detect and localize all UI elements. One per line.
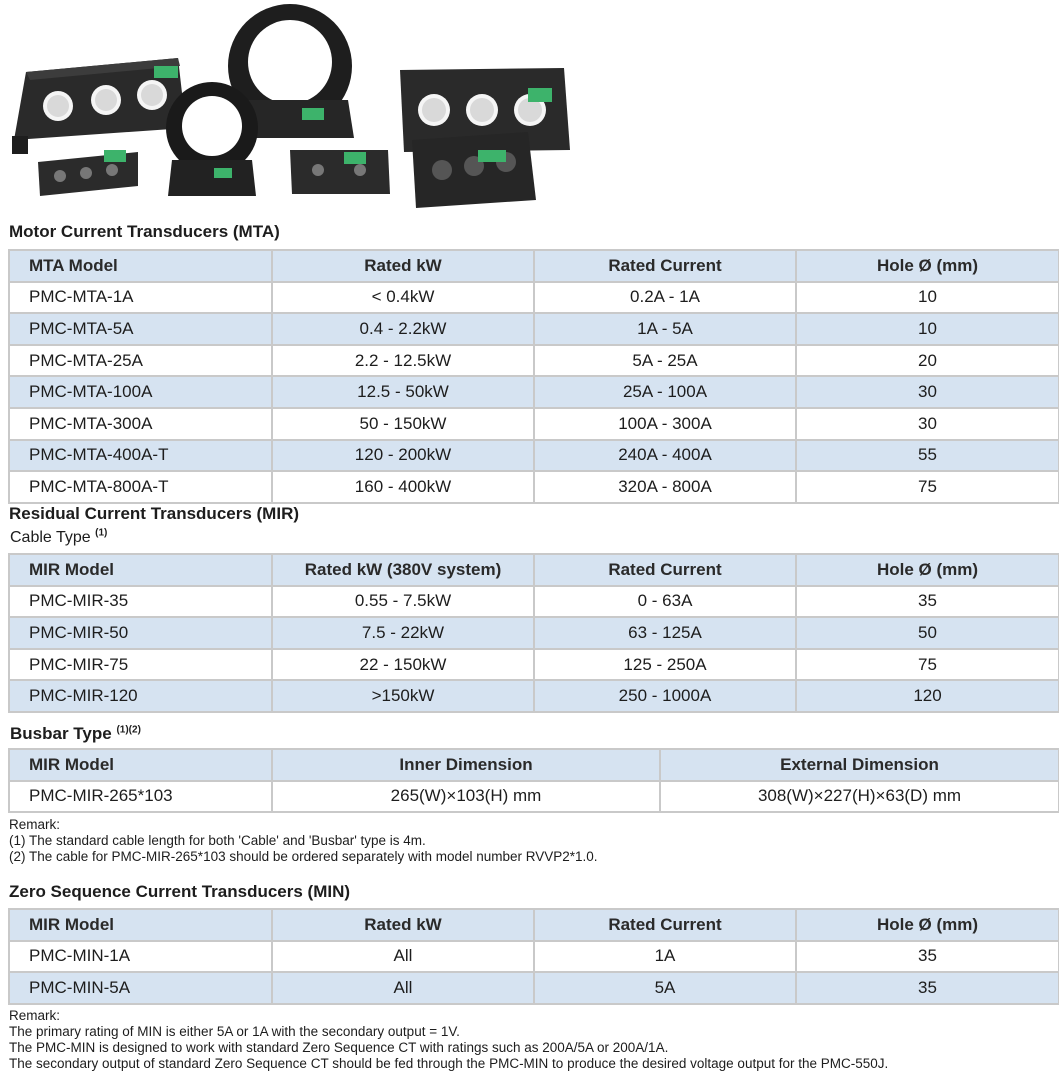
mir-header-hole: Hole Ø (mm) [796,554,1059,586]
mir-cell-model: PMC-MIR-35 [9,586,272,618]
min-header-kw: Rated kW [272,909,534,941]
mta-cell-hole: 75 [796,471,1059,503]
mta-cell-kw: 50 - 150kW [272,408,534,440]
table-row [9,941,1059,973]
mta-cell-kw: < 0.4kW [272,282,534,314]
busbar-cell-inner: 265(W)×103(H) mm [272,781,660,813]
mta-cell-model: PMC-MTA-300A [9,408,272,440]
mta-cell-model: PMC-MTA-25A [9,345,272,377]
min-section-title: Zero Sequence Current Transducers (MIN) [9,882,351,901]
busbar-table [8,748,1059,813]
mir-cell-model: PMC-MIR-50 [9,617,272,649]
table-row [9,649,1059,681]
busbar-cell-model: PMC-MIR-265*103 [9,781,272,813]
mir-cell-current: 250 - 1000A [534,680,796,712]
remark-line: Remark: [9,817,61,832]
min-cell-hole: 35 [796,941,1059,973]
min-header-model: MIR Model [9,909,272,941]
mta-cell-kw: 120 - 200kW [272,440,534,472]
transducer-three-hole-left [12,58,186,154]
remark-line: The primary rating of MIN is either 5A or 1A with the secondary output = 1V. [9,1024,460,1039]
table-row [9,376,1059,408]
remark-line: (1) The standard cable length for both 'Cable' and 'Busbar' type is 4m. [9,833,426,848]
mir-cell-current: 63 - 125A [534,617,796,649]
busbar-type-text: Busbar Type [10,724,112,743]
mta-cell-current: 5A - 25A [534,345,796,377]
mir-cell-model: PMC-MIR-120 [9,680,272,712]
mta-header-kw: Rated kW [272,250,534,282]
mir-cable-type-label [10,529,107,547]
mta-cell-hole: 30 [796,408,1059,440]
busbar-header-external: External Dimension [660,749,1059,781]
mta-cell-hole: 10 [796,282,1059,314]
mir-cell-kw: 0.55 - 7.5kW [272,586,534,618]
mta-section-title: Motor Current Transducers (MTA) [9,222,280,241]
mta-cell-hole: 10 [796,313,1059,345]
min-cell-current: 5A [534,972,796,1004]
mta-cell-hole: 20 [796,345,1059,377]
mta-cell-current: 1A - 5A [534,313,796,345]
mta-cell-kw: 0.4 - 2.2kW [272,313,534,345]
table-row [9,440,1059,472]
table-row [9,408,1059,440]
remark-line: The PMC-MIN is designed to work with standard Zero Sequence CT with ratings such as 200A/5A or 200A/1A. [9,1040,669,1055]
min-header-hole: Hole Ø (mm) [796,909,1059,941]
mta-cell-model: PMC-MTA-100A [9,376,272,408]
table-row [9,586,1059,618]
mir-cell-hole: 75 [796,649,1059,681]
mta-header-current: Rated Current [534,250,796,282]
mta-cell-model: PMC-MTA-800A-T [9,471,272,503]
transducer-small-left [38,150,138,196]
product-photo [8,0,580,212]
min-table [8,908,1059,1005]
mta-header-hole: Hole Ø (mm) [796,250,1059,282]
table-row [9,345,1059,377]
busbar-header-inner: Inner Dimension [272,749,660,781]
remark-line: (2) The cable for PMC-MIR-265*103 should be ordered separately with model number RVVP2*1.0. [9,849,598,864]
mta-cell-model: PMC-MTA-5A [9,313,272,345]
mta-table [8,249,1059,504]
min-header-current: Rated Current [534,909,796,941]
mta-cell-model: PMC-MTA-400A-T [9,440,272,472]
mta-cell-current: 240A - 400A [534,440,796,472]
table-row [9,471,1059,503]
min-cell-kw: All [272,972,534,1004]
table-row [9,313,1059,345]
mir-cell-kw: 7.5 - 22kW [272,617,534,649]
transducer-medium-ring [166,82,258,196]
min-cell-current: 1A [534,941,796,973]
busbar-type-footnote: (1)(2) [116,724,141,736]
mir-cell-hole: 35 [796,586,1059,618]
mta-cell-kw: 12.5 - 50kW [272,376,534,408]
mta-cell-kw: 2.2 - 12.5kW [272,345,534,377]
table-row [9,680,1059,712]
mir-header-current: Rated Current [534,554,796,586]
cable-type-footnote: (1) [95,527,108,539]
busbar-header-model: MIR Model [9,749,272,781]
mir-cell-current: 0 - 63A [534,586,796,618]
cable-type-text: Cable Type [10,529,91,546]
table-row [9,282,1059,314]
table-row [9,781,1059,813]
mta-cell-current: 100A - 300A [534,408,796,440]
mir-cell-hole: 120 [796,680,1059,712]
remark-line: Remark: [9,1008,61,1023]
table-row [9,617,1059,649]
mta-cell-kw: 160 - 400kW [272,471,534,503]
busbar-remarks [9,817,598,865]
min-cell-model: PMC-MIN-1A [9,941,272,973]
remark-line: The secondary output of standard Zero Sequence CT should be fed through the PMC-MIN to produce the desired voltage output for the PMC-550J. [9,1056,889,1071]
mir-cell-current: 125 - 250A [534,649,796,681]
mir-cell-model: PMC-MIR-75 [9,649,272,681]
mir-header-kw: Rated kW (380V system) [272,554,534,586]
mta-cell-current: 320A - 800A [534,471,796,503]
mir-cable-table [8,553,1059,713]
transducer-small-center [290,150,390,194]
mir-section-title: Residual Current Transducers (MIR) [9,504,300,523]
min-cell-hole: 35 [796,972,1059,1004]
mta-cell-hole: 30 [796,376,1059,408]
min-remarks [9,1008,888,1072]
table-row [9,972,1059,1004]
mta-cell-model: PMC-MTA-1A [9,282,272,314]
min-cell-model: PMC-MIN-5A [9,972,272,1004]
mta-header-model: MTA Model [9,250,272,282]
mir-cell-kw: >150kW [272,680,534,712]
min-cell-kw: All [272,941,534,973]
mir-cell-kw: 22 - 150kW [272,649,534,681]
mir-cell-hole: 50 [796,617,1059,649]
mir-header-model: MIR Model [9,554,272,586]
busbar-type-label [10,724,141,744]
transducer-small-right [412,132,536,208]
busbar-cell-external: 308(W)×227(H)×63(D) mm [660,781,1059,813]
mta-cell-current: 0.2A - 1A [534,282,796,314]
mta-cell-current: 25A - 100A [534,376,796,408]
mta-cell-hole: 55 [796,440,1059,472]
